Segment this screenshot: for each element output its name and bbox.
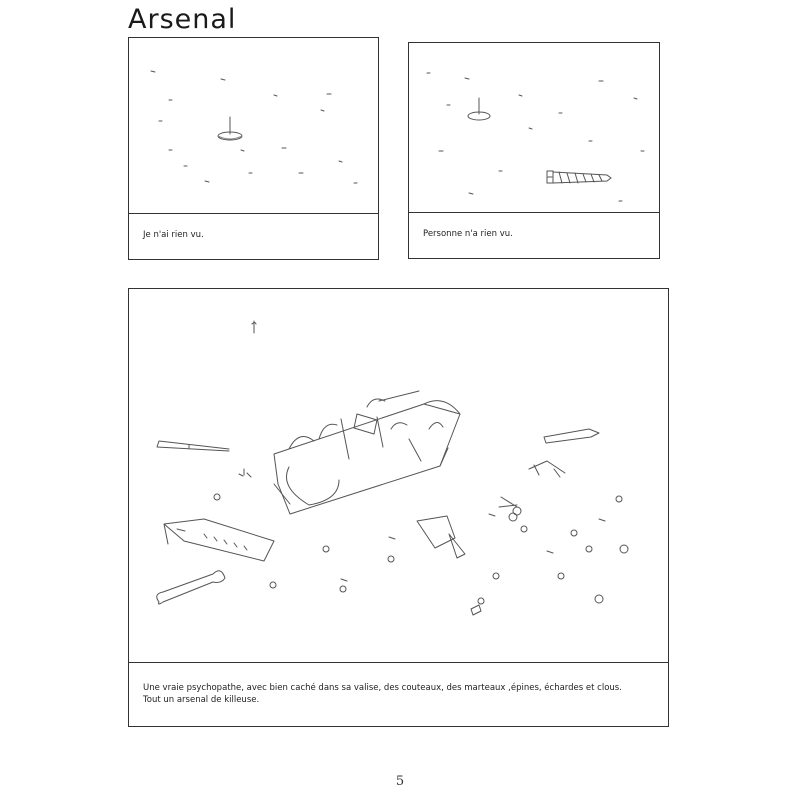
panel-2-caption — [409, 212, 659, 258]
pushpin-illustration — [129, 38, 378, 218]
comic-panel-2 — [408, 42, 660, 259]
page-title: Arsenal — [128, 4, 237, 35]
caption-line: Tout un arsenal de killeuse. — [143, 695, 260, 705]
panel-3-caption — [129, 662, 668, 726]
suitcase-sketch — [274, 404, 460, 514]
caption-line: Une vraie psychopathe, avec bien caché dans sa valise, des couteaux, des marteaux ,épines, échardes et clous. — [143, 683, 622, 693]
caption-line: Personne n'a rien vu. — [423, 229, 513, 239]
comic-panel-3 — [128, 288, 669, 727]
toolbox-illustration — [129, 289, 668, 664]
panel-1-caption — [129, 213, 378, 259]
caption-line: Je n'ai rien vu. — [143, 230, 204, 240]
knife-sketch — [157, 441, 229, 451]
saw-sketch — [164, 519, 274, 561]
wrench-sketch — [157, 571, 225, 604]
comic-panel-1 — [128, 37, 379, 260]
pushpin-and-screw-illustration — [409, 43, 659, 215]
page-number: 5 — [395, 774, 405, 789]
